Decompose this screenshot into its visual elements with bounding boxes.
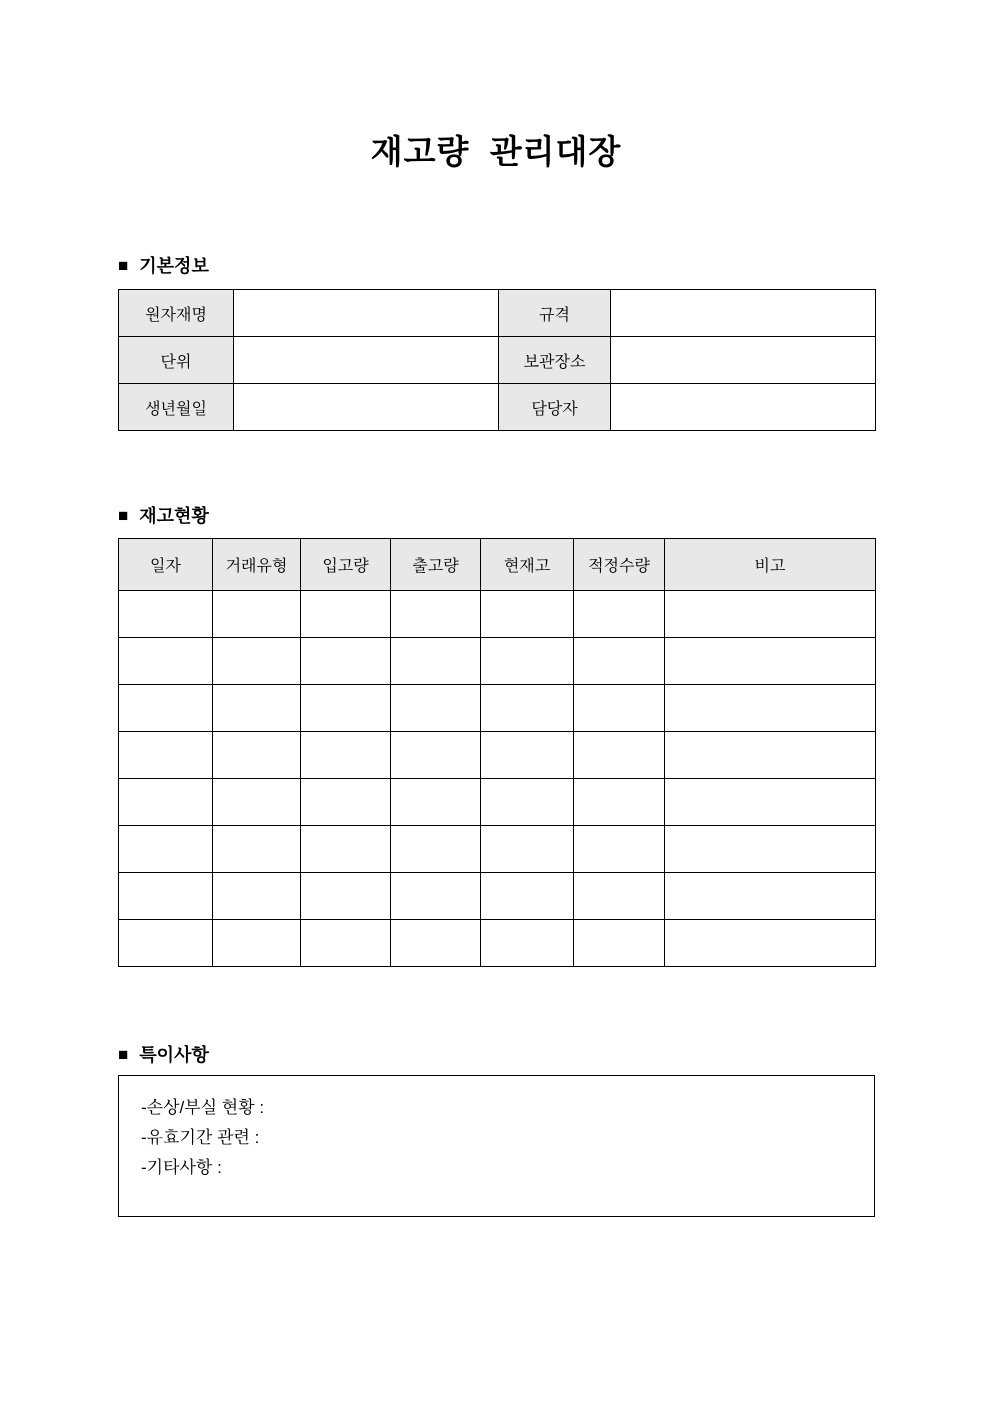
- notes-box: [118, 1075, 875, 1217]
- inventory-cell: [481, 873, 574, 920]
- note-line: -유효기간 관련 :: [141, 1128, 260, 1147]
- inventory-cell: [119, 873, 213, 920]
- inventory-cell: [119, 638, 213, 685]
- inventory-cell: [213, 826, 301, 873]
- inventory-cell: [391, 779, 481, 826]
- inventory-row: [119, 826, 876, 873]
- field-label-cell: 단위: [119, 337, 234, 384]
- inventory-row: [119, 591, 876, 638]
- inventory-row: [119, 732, 876, 779]
- inventory-cell: [301, 685, 391, 732]
- inventory-cell: [481, 685, 574, 732]
- inventory-column-header: 입고량: [301, 539, 391, 591]
- inventory-cell: [574, 685, 665, 732]
- black-square-icon: ■: [118, 256, 129, 275]
- inventory-row: [119, 873, 876, 920]
- field-label-cell: 규격: [499, 290, 611, 337]
- inventory-cell: [301, 920, 391, 967]
- inventory-cell: [665, 591, 876, 638]
- inventory-cell: [665, 685, 876, 732]
- field-label-cell: 담당자: [499, 384, 611, 431]
- inventory-cell: [665, 873, 876, 920]
- field-label-cell: 생년월일: [119, 384, 234, 431]
- field-value-cell: [234, 337, 499, 384]
- inventory-cell: [574, 591, 665, 638]
- inventory-row: [119, 685, 876, 732]
- field-value-cell: [611, 384, 876, 431]
- section-heading-label: 특이사항: [139, 1045, 209, 1065]
- inventory-table: [118, 538, 876, 967]
- inventory-column-header: 현재고: [481, 539, 574, 591]
- inventory-cell: [301, 591, 391, 638]
- inventory-cell: [213, 591, 301, 638]
- inventory-cell: [481, 826, 574, 873]
- inventory-cell: [574, 732, 665, 779]
- inventory-cell: [391, 638, 481, 685]
- inventory-cell: [213, 779, 301, 826]
- inventory-cell: [665, 920, 876, 967]
- inventory-cell: [301, 826, 391, 873]
- section-heading-basic-info: [118, 253, 875, 279]
- section-heading-label: 기본정보: [139, 256, 209, 276]
- inventory-cell: [574, 779, 665, 826]
- section-heading-inventory: [118, 503, 875, 529]
- field-value-cell: [611, 337, 876, 384]
- inventory-cell: [481, 779, 574, 826]
- inventory-cell: [213, 638, 301, 685]
- inventory-cell: [119, 591, 213, 638]
- field-value-cell: [234, 290, 499, 337]
- field-value-cell: [611, 290, 876, 337]
- inventory-cell: [391, 732, 481, 779]
- basic-info-row: [119, 337, 876, 384]
- basic-info-row: [119, 384, 876, 431]
- inventory-cell: [481, 920, 574, 967]
- inventory-cell: [665, 732, 876, 779]
- inventory-cell: [213, 920, 301, 967]
- document-title: 재고량 관리대장: [370, 133, 622, 170]
- inventory-cell: [301, 638, 391, 685]
- inventory-cell: [391, 685, 481, 732]
- inventory-cell: [574, 826, 665, 873]
- inventory-cell: [119, 732, 213, 779]
- inventory-cell: [119, 826, 213, 873]
- inventory-cell: [301, 873, 391, 920]
- inventory-cell: [301, 732, 391, 779]
- black-square-icon: ■: [118, 1045, 129, 1064]
- inventory-row: [119, 779, 876, 826]
- inventory-column-header: 거래유형: [213, 539, 301, 591]
- inventory-cell: [213, 685, 301, 732]
- inventory-cell: [665, 779, 876, 826]
- inventory-cell: [574, 638, 665, 685]
- field-label-cell: 보관장소: [499, 337, 611, 384]
- inventory-column-header: 일자: [119, 539, 213, 591]
- note-line: -손상/부실 현황 :: [141, 1098, 265, 1117]
- inventory-cell: [119, 685, 213, 732]
- inventory-cell: [481, 638, 574, 685]
- field-label-cell: 원자재명: [119, 290, 234, 337]
- inventory-cell: [213, 873, 301, 920]
- section-heading-notes: [118, 1042, 875, 1068]
- inventory-cell: [665, 638, 876, 685]
- inventory-cell: [574, 873, 665, 920]
- inventory-cell: [119, 779, 213, 826]
- inventory-header-row: [119, 539, 876, 591]
- basic-info-table: [118, 289, 876, 431]
- field-value-cell: [234, 384, 499, 431]
- inventory-cell: [391, 873, 481, 920]
- inventory-row: [119, 920, 876, 967]
- section-heading-label: 재고현황: [139, 506, 209, 526]
- inventory-cell: [391, 591, 481, 638]
- note-line: -기타사항 :: [141, 1158, 222, 1177]
- inventory-column-header: 출고량: [391, 539, 481, 591]
- inventory-cell: [119, 920, 213, 967]
- inventory-column-header: 적정수량: [574, 539, 665, 591]
- inventory-cell: [665, 826, 876, 873]
- inventory-cell: [481, 591, 574, 638]
- basic-info-row: [119, 290, 876, 337]
- inventory-cell: [391, 826, 481, 873]
- inventory-row: [119, 638, 876, 685]
- inventory-cell: [213, 732, 301, 779]
- inventory-cell: [574, 920, 665, 967]
- document-content: [118, 253, 875, 1217]
- black-square-icon: ■: [118, 506, 129, 525]
- inventory-cell: [301, 779, 391, 826]
- inventory-cell: [481, 732, 574, 779]
- inventory-column-header: 비고: [665, 539, 876, 591]
- inventory-cell: [391, 920, 481, 967]
